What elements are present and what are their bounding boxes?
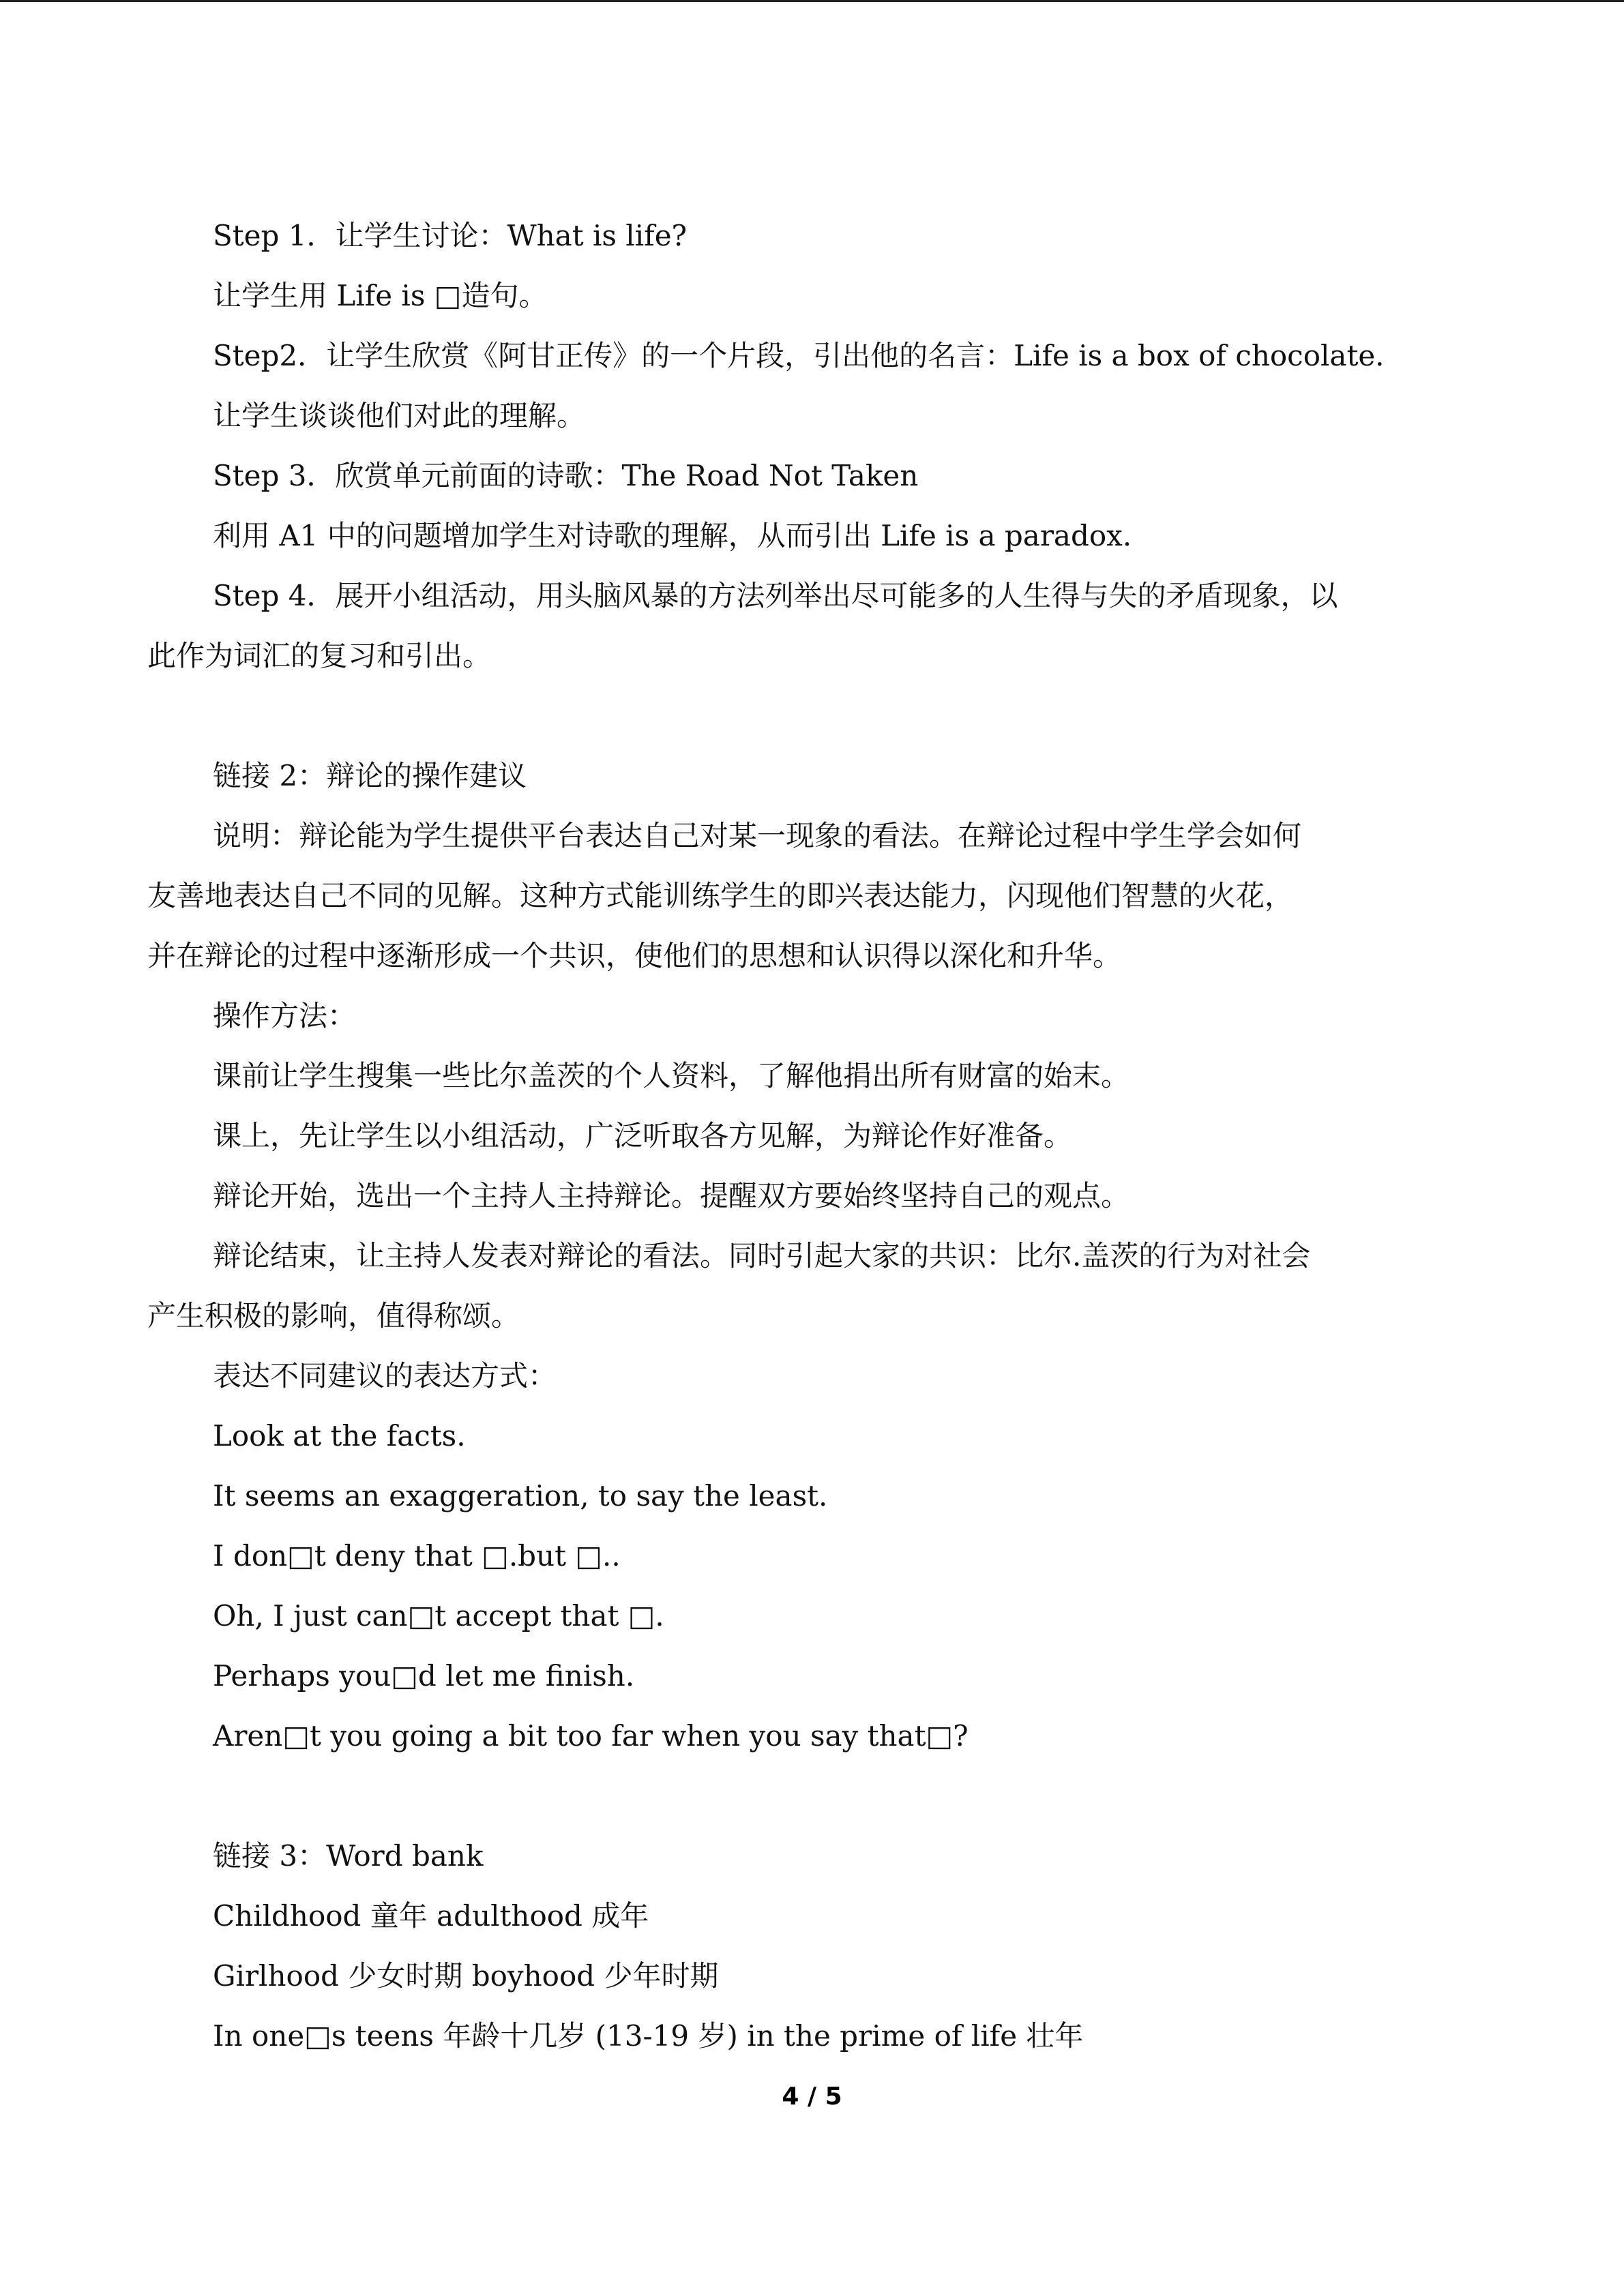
step1-line: Step 1．让学生讨论：What is life? bbox=[213, 219, 688, 252]
method-step-continuation: 产生积极的影响，值得称颂。 bbox=[147, 1299, 520, 1332]
step3-task-line: 利用 A1 中的问题增加学生对诗歌的理解，从而引出 Life is a paradox. bbox=[213, 519, 1132, 552]
spacer bbox=[147, 686, 1484, 746]
document-body bbox=[147, 206, 1484, 2066]
step3-line: Step 3．欣赏单元前面的诗歌：The Road Not Taken bbox=[213, 459, 919, 492]
expression-item: Oh, I just can□t accept that □. bbox=[213, 1599, 664, 1632]
expression-item: Aren□t you going a bit too far when you say that□? bbox=[213, 1719, 969, 1753]
method-step: 辩论开始，选出一个主持人主持辩论。提醒双方要始终坚持自己的观点。 bbox=[213, 1179, 1130, 1212]
step4-line: Step 4．展开小组活动，用头脑风暴的方法列举出尽可能多的人生得与失的矛盾现象，以 bbox=[213, 579, 1338, 612]
method-label: 操作方法： bbox=[213, 999, 357, 1032]
step2-task-line: 让学生谈谈他们对此的理解。 bbox=[213, 399, 586, 432]
step1-task-line: 让学生用 Life is □造句。 bbox=[213, 279, 548, 312]
expression-item: Perhaps you□d let me finish. bbox=[213, 1659, 635, 1693]
description-line: 友善地表达自己不同的见解。这种方式能训练学生的即兴表达能力，闪现他们智慧的火花， bbox=[147, 879, 1294, 912]
step4-continuation-line: 此作为词汇的复习和引出。 bbox=[147, 639, 492, 672]
top-border bbox=[0, 0, 1624, 2]
word-bank-item: Girlhood 少女时期 boyhood 少年时期 bbox=[213, 1959, 719, 1993]
link2-heading: 链接 2：辩论的操作建议 bbox=[213, 759, 527, 792]
expressions-label: 表达不同建议的表达方式： bbox=[213, 1359, 557, 1392]
expression-item: It seems an exaggeration, to say the least. bbox=[213, 1479, 828, 1512]
expression-item: I don□t deny that □.but □.. bbox=[213, 1539, 621, 1572]
spacer bbox=[147, 1766, 1484, 1826]
word-bank-item: In one□s teens 年龄十几岁 (13-19 岁) in the prime of life 壮年 bbox=[213, 2019, 1084, 2053]
method-step: 课上，先让学生以小组活动，广泛听取各方见解，为辩论作好准备。 bbox=[213, 1119, 1073, 1152]
expression-item: Look at the facts. bbox=[213, 1419, 466, 1452]
description-line: 并在辩论的过程中逐渐形成一个共识，使他们的思想和认识得以深化和升华。 bbox=[147, 939, 1122, 972]
page-number: 4 / 5 bbox=[782, 2083, 842, 2111]
link3-heading: 链接 3：Word bank bbox=[213, 1839, 484, 1873]
method-step: 课前让学生搜集一些比尔盖茨的个人资料，了解他捐出所有财富的始末。 bbox=[213, 1059, 1130, 1092]
description-line: 说明：辩论能为学生提供平台表达自己对某一现象的看法。在辩论过程中学生学会如何 bbox=[213, 819, 1302, 852]
method-step: 辩论结束，让主持人发表对辩论的看法。同时引起大家的共识：比尔.盖茨的行为对社会 bbox=[213, 1239, 1311, 1272]
step2-line: Step2．让学生欣赏《阿甘正传》的一个片段，引出他的名言：Life is a box of chocolate. bbox=[213, 339, 1385, 372]
word-bank-item: Childhood 童年 adulthood 成年 bbox=[213, 1899, 649, 1933]
